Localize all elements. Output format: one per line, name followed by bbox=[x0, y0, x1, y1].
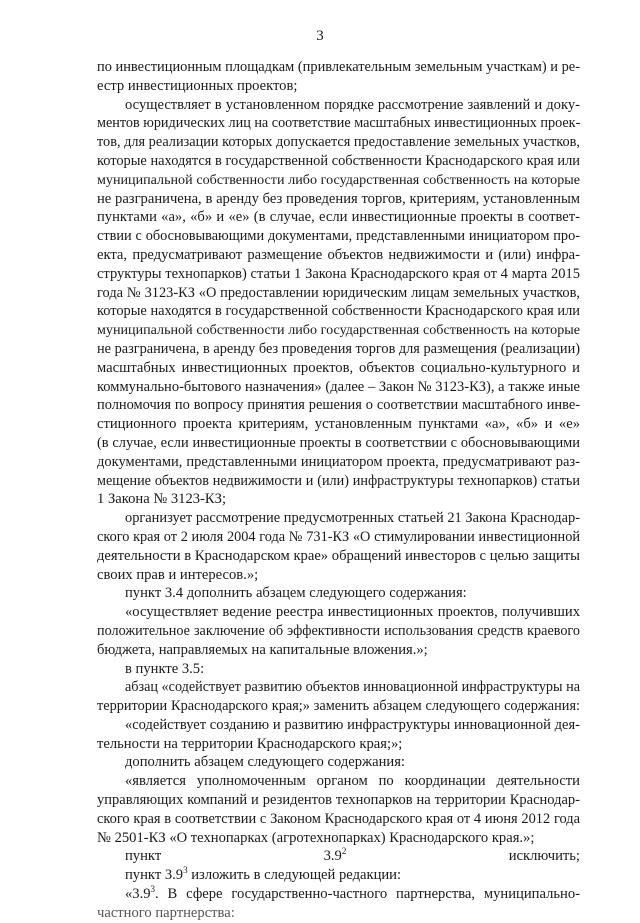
text-line: № 2501-КЗ «О технопарках (агротехнопарках) Краснодарского края.»; bbox=[97, 829, 535, 846]
text-line: стиционного проекта критериям, установленным пунктами «а», «б» и «е» bbox=[97, 416, 580, 433]
text-fragment: . В сфере государственно-частного партнерства, муниципально- bbox=[155, 886, 580, 903]
text-line: не разграничена, в аренду без проведения торгов для размещения (реализации) bbox=[97, 340, 580, 357]
text-lines bbox=[97, 58, 580, 847]
text-line: коммунально-бытового назначения» (далее – Закон № 3123-КЗ), а также иные bbox=[97, 378, 580, 395]
text-line: бюджета, направляемых на капитальные вложения.»; bbox=[97, 641, 428, 658]
text-line: территории Краснодарского края;» заменить абзацем следующего содержания: bbox=[97, 698, 580, 715]
text-line: которые находятся в государственной собственности Краснодарского края или bbox=[97, 152, 580, 169]
text-line: документами, представленными инициатором проекта, предусматривают раз- bbox=[97, 453, 580, 470]
text-line: своих прав и интересов.»; bbox=[97, 566, 259, 583]
text-line: положительное заключение об эффективности использования средств краевого bbox=[97, 622, 580, 639]
text-line: ского края от 2 июля 2004 года № 731-КЗ «О стимулировании инвестиционной bbox=[97, 528, 580, 545]
text-line: ского края в соответствии с Законом Краснодарского края от 4 июня 2012 года bbox=[97, 810, 580, 827]
text-line: тов, для реализации которых допускается предоставление земельных участков, bbox=[97, 134, 580, 151]
text-line: полномочия по вопросу принятия решения о соответствии масштабного инве- bbox=[97, 397, 580, 414]
text-line: которые находятся в государственной собственности Краснодарского края или bbox=[97, 303, 580, 320]
page-number: 3 bbox=[316, 28, 324, 44]
text-line: года № 3123-КЗ «О предоставлении юридическим лицам земельных участков, bbox=[97, 284, 580, 301]
text-fragment: «3.9 bbox=[125, 886, 151, 903]
text-line: мещение объектов недвижимости и (или) инфраструктуры технопарков) статьи bbox=[97, 472, 580, 489]
superscript: 2 bbox=[341, 846, 347, 857]
superscript: 3 bbox=[150, 884, 156, 895]
text-line: тельности на территории Краснодарского края;»; bbox=[97, 735, 403, 752]
text-fragment: пункт 3.9 bbox=[125, 848, 342, 865]
text-line: в пункте 3.5: bbox=[125, 660, 205, 677]
superscript: 3 bbox=[183, 865, 188, 876]
text-line: не разграничена, в аренду без проведения торгов, критериям, установленным bbox=[97, 190, 580, 207]
text-line: естр инвестиционных проектов; bbox=[97, 77, 298, 94]
text-line: структуры технопарков) статьи 1 Закона Краснодарского края от 4 марта 2015 bbox=[97, 265, 580, 282]
text-line: организует рассмотрение предусмотренных статьей 21 Закона Краснодар- bbox=[125, 510, 580, 527]
text-line: (в случае, если инвестиционные проекты в соответствии с обосновывающими bbox=[97, 434, 580, 451]
text-line: «осуществляет ведение реестра инвестиционных проектов, получивших bbox=[125, 604, 580, 621]
text-line: 1 Закона № 3123-КЗ; bbox=[97, 491, 227, 508]
text-line: по инвестиционным площадкам (привлекательным земельным участкам) и ре- bbox=[97, 59, 580, 75]
text-line: абзац «содействует развитию объектов инновационной инфраструктуры на bbox=[125, 679, 580, 696]
text-line-item-3-9-3 bbox=[97, 866, 580, 885]
text-line: «является уполномоченным органом по координации деятельности bbox=[125, 773, 580, 790]
text-fragment: исключить; bbox=[346, 848, 580, 865]
text-line: управляющих компаний и резидентов технопарков на территории Краснодар- bbox=[97, 792, 580, 809]
text-line: деятельности в Краснодарском крае» обращений инвесторов с целью защиты bbox=[97, 547, 580, 564]
text-line-item-3-9-2 bbox=[97, 847, 580, 866]
text-line: ствии с обосновывающими документами, представленными инициатором про- bbox=[97, 228, 580, 245]
text-line: ментов юридических лиц на соответствие масштабных инвестиционных проек- bbox=[97, 115, 581, 132]
text-line: пункт 3.4 дополнить абзацем следующего содержания: bbox=[125, 585, 467, 602]
text-line: масштабных инвестиционных проектов, объектов социально-культурного и bbox=[97, 359, 580, 376]
text-line: муниципальной собственности либо государственная собственность на которые bbox=[97, 322, 580, 339]
text-line: муниципальной собственности либо государственная собственность на которые bbox=[97, 171, 580, 188]
text-line-final: частного партнерства: bbox=[97, 904, 235, 921]
text-fragment: пункт 3.9 bbox=[125, 867, 184, 884]
text-line: дополнить абзацем следующего содержания: bbox=[125, 754, 405, 771]
text-line-quote-3-9-3 bbox=[97, 885, 580, 904]
text-line: екта, предусматривают размещение объектов недвижимости и (или) инфра- bbox=[97, 246, 580, 263]
document-body bbox=[97, 58, 580, 923]
text-line: осуществляет в установленном порядке рассмотрение заявлений и доку- bbox=[125, 96, 580, 113]
text-line: пунктами «а», «б» и «е» (в случае, если инвестиционные проекты в соответ- bbox=[97, 209, 580, 226]
text-fragment: изложить в следующей редакции: bbox=[187, 867, 402, 884]
text-line: «содействует созданию и развитию инфраструктуры инновационной дея- bbox=[125, 716, 580, 733]
